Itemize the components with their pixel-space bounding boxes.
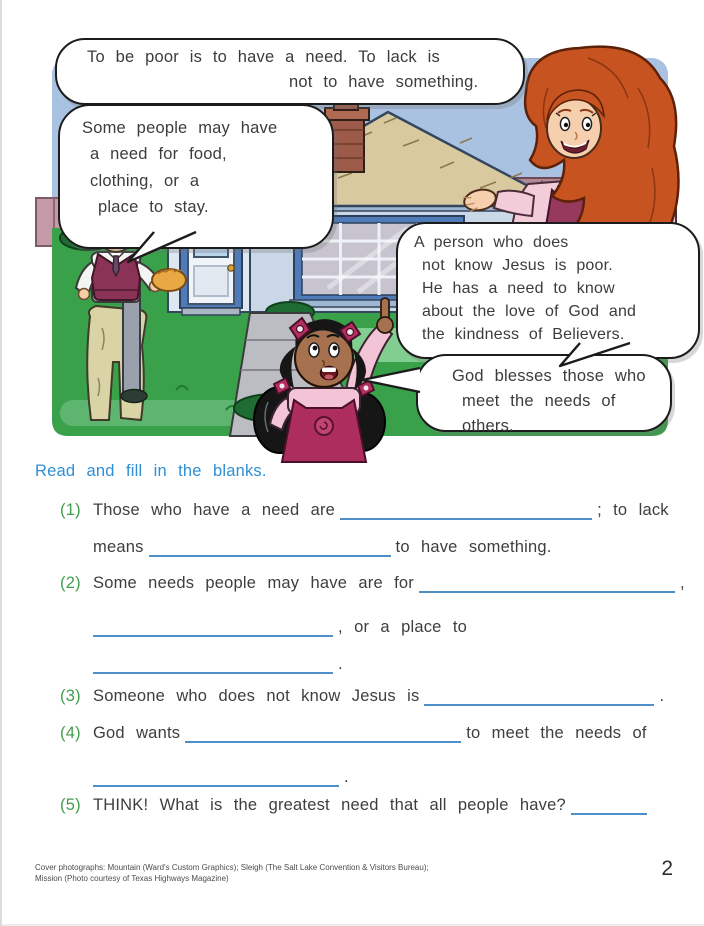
bubble-line: Some people may have (82, 119, 278, 137)
question-text: . (659, 687, 665, 705)
bubble-line: a need for food, (90, 145, 227, 164)
bubble-line: not to have something. (289, 73, 479, 92)
worksheet-heading: Read and fill in the blanks. (35, 462, 267, 480)
question-text: Those who have a need are (93, 501, 336, 519)
answer-blank[interactable] (93, 620, 333, 637)
question-text: THINK! What is the greatest need that all people have? (93, 796, 566, 814)
question-number: (2) (60, 574, 81, 592)
bubble-line: the kindness of Believers. (422, 326, 625, 344)
man-tie (113, 256, 119, 276)
bubble-line: He has a need to know (422, 280, 615, 298)
question-text: . (344, 768, 349, 786)
bubble-line: God blesses those who (452, 367, 646, 385)
answer-blank[interactable] (340, 503, 592, 520)
question-text: , (679, 574, 685, 592)
question-text: Someone who does not know Jesus is (93, 687, 420, 705)
answer-blank[interactable] (424, 689, 654, 706)
question-2-line-1 (35, 571, 685, 593)
bread-loaf (152, 269, 186, 291)
speech-bubble-poor-definition (55, 38, 525, 105)
question-1-line-2 (35, 535, 673, 557)
question-text: Some needs people may have are for (93, 574, 414, 592)
bubble-line: about the love of God and (422, 303, 637, 321)
door-knob (228, 265, 234, 271)
answer-blank[interactable] (93, 657, 333, 674)
speech-bubble-needs (58, 104, 334, 249)
question-2-line-2 (35, 615, 673, 637)
speech-bubble-person-poor (396, 222, 700, 359)
answer-blank[interactable] (571, 798, 647, 815)
bubble-line: clothing, or a (90, 171, 200, 190)
answer-blank[interactable] (93, 770, 339, 787)
worksheet (35, 462, 685, 815)
question-2-line-3 (35, 652, 673, 674)
question-4-line-1 (35, 721, 673, 743)
illustration (28, 28, 688, 464)
question-text: ; to lack (597, 501, 669, 519)
page-number: 2 (661, 857, 673, 880)
credits-line: Mission (Photo courtesy of Texas Highways Magazine) (35, 874, 229, 884)
photo-credits (35, 862, 429, 884)
question-text: , or a place to (338, 618, 467, 636)
question-number: (4) (60, 724, 81, 742)
rose-emblem (315, 417, 333, 435)
question-number: (5) (60, 796, 81, 814)
bubble-line: not know Jesus is poor. (422, 257, 613, 275)
question-text: God wants (93, 724, 181, 742)
question-text: to meet the needs of (466, 724, 647, 742)
question-number: (1) (60, 501, 81, 519)
question-4-line-2 (35, 765, 673, 787)
credits-line: Cover photographs: Mountain (Ward's Custom Graphics); Sleigh (The Salt Lake Convention & Visitors Bureau); (35, 863, 429, 872)
answer-blank[interactable] (419, 576, 675, 593)
bubble-line: place to stay. (98, 198, 209, 217)
answer-blank[interactable] (149, 540, 391, 557)
bubble-line: meet the needs of others. (462, 392, 616, 436)
answer-blank[interactable] (185, 726, 461, 743)
bubble-line: A person who does (414, 234, 569, 251)
speech-bubble-god-blesses (416, 354, 672, 436)
question-5 (35, 793, 673, 815)
question-3 (35, 684, 673, 706)
bubble-line: To be poor is to have a need. To lack is (87, 48, 440, 66)
question-1-line-1 (35, 498, 673, 520)
question-text: to have something. (395, 538, 552, 556)
question-text: means (93, 538, 144, 556)
question-number: (3) (60, 687, 81, 705)
question-text: . (338, 655, 343, 673)
